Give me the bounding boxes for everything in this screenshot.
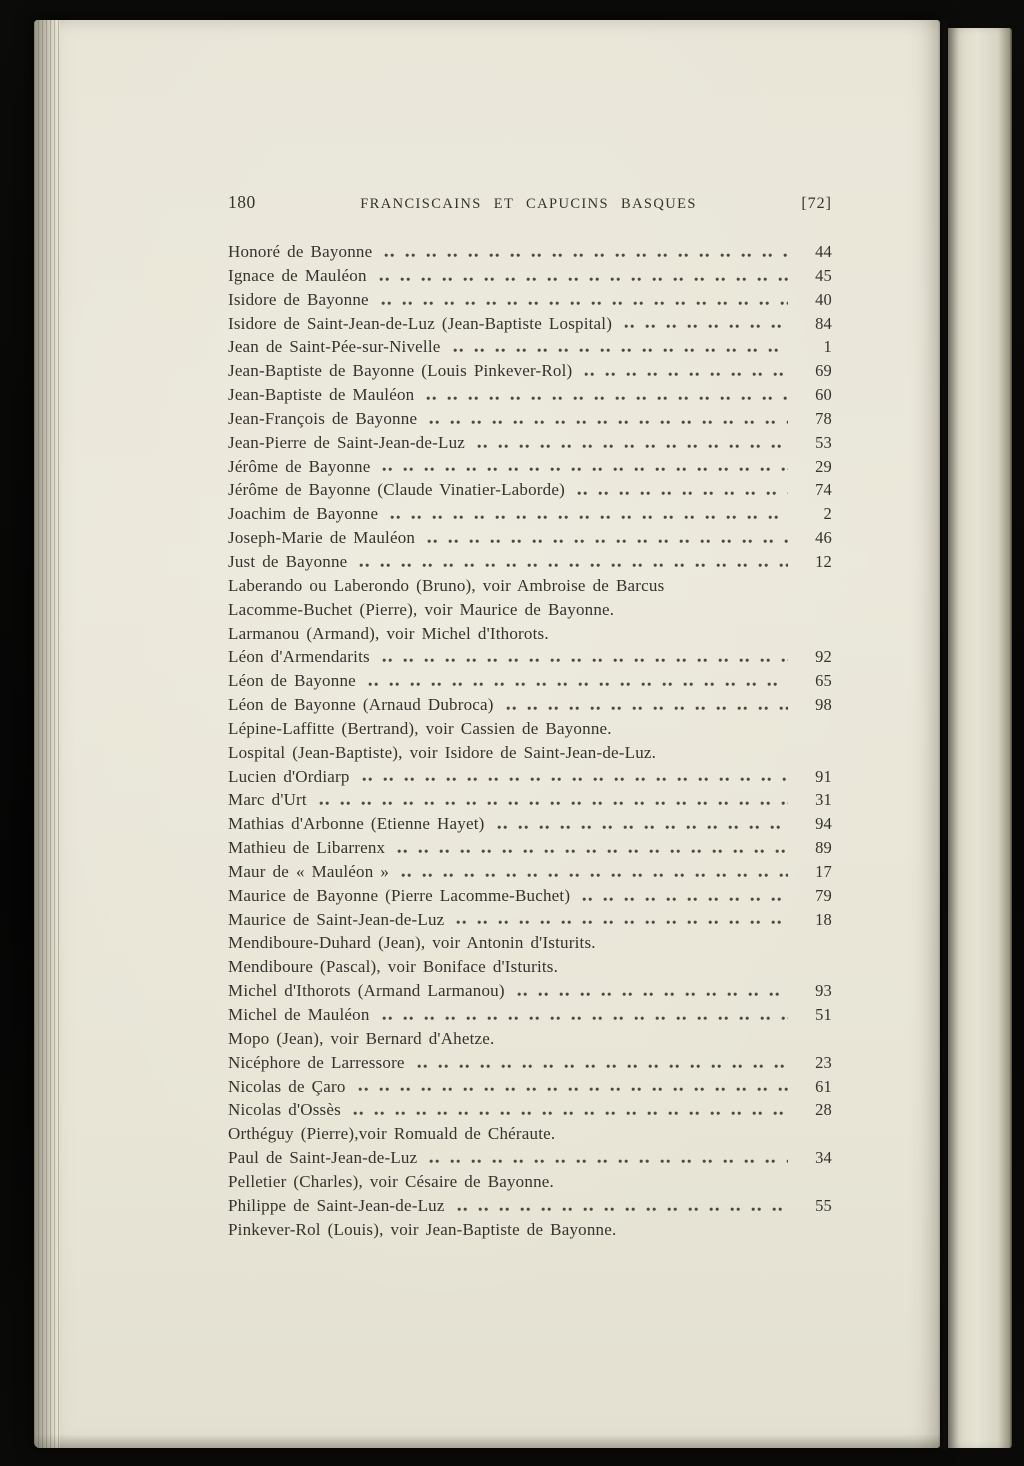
entry-page-ref: 61 (815, 1076, 832, 1096)
dot-leader (429, 420, 788, 426)
index-entry (228, 240, 832, 264)
index-entry (228, 955, 832, 979)
index-entry (228, 383, 832, 407)
entry-name: Laberando ou Laberondo (Bruno), voir Ambroise de Barcus (228, 575, 665, 595)
entry-name: Pelletier (Charles), voir Césaire de Bayonne. (228, 1171, 554, 1191)
entry-name: Mendiboure-Duhard (Jean), voir Antonin d'Isturits. (228, 933, 596, 953)
index-entry (228, 431, 832, 455)
entry-page-ref: 60 (815, 385, 832, 405)
entry-name: Léon de Bayonne (228, 671, 356, 691)
dot-leader (353, 1111, 788, 1117)
index-entry (228, 1051, 832, 1075)
entry-page-ref: 78 (815, 408, 832, 428)
entry-name: Philippe de Saint-Jean-de-Luz (228, 1195, 445, 1215)
index-entry (228, 1170, 832, 1194)
index-entry (228, 1218, 832, 1242)
entry-name: Lospital (Jean-Baptiste), voir Isidore de Saint-Jean-de-Luz. (228, 742, 657, 762)
index-entry (228, 407, 832, 431)
entry-page-ref: 34 (815, 1148, 832, 1168)
dot-leader (381, 301, 788, 307)
entry-page-ref: 55 (815, 1195, 832, 1215)
dot-leader (382, 467, 788, 473)
entry-name: Orthéguy (Pierre),voir Romuald de Chéraute. (228, 1124, 556, 1144)
index-entry (228, 693, 832, 717)
dot-leader (379, 277, 788, 283)
entry-name: Lépine-Laffitte (Bertrand), voir Cassien de Bayonne. (228, 718, 612, 738)
entry-page-ref: 65 (815, 671, 832, 691)
dot-leader (477, 444, 788, 450)
index-entry (228, 264, 832, 288)
index-entry (228, 478, 832, 502)
dot-leader (368, 682, 788, 688)
dot-leader (427, 539, 788, 545)
index-entry (228, 908, 832, 932)
index-entry (228, 812, 832, 836)
entry-page-ref: 29 (815, 456, 832, 476)
page-stack-edges (34, 20, 60, 1448)
entry-name: Jean de Saint-Pée-sur-Nivelle (228, 337, 441, 357)
entry-name: Joachim de Bayonne (228, 504, 379, 524)
dot-leader (401, 873, 788, 879)
index-entry (228, 312, 832, 336)
entry-name: Léon de Bayonne (Arnaud Dubroca) (228, 695, 494, 715)
entry-page-ref: 45 (815, 265, 832, 285)
entry-page-ref: 17 (815, 861, 832, 881)
index-entry (228, 335, 832, 359)
dot-leader (417, 1064, 788, 1070)
entry-page-ref: 89 (815, 838, 832, 858)
entry-name: Michel d'Ithorots (Armand Larmanou) (228, 981, 505, 1001)
index-entry (228, 741, 832, 765)
index-entry (228, 836, 832, 860)
entry-page-ref: 28 (815, 1100, 832, 1120)
dot-leader (319, 801, 788, 807)
entry-page-ref: 23 (815, 1052, 832, 1072)
entry-page-ref: 79 (815, 885, 832, 905)
page-number: 180 (228, 192, 256, 212)
dot-leader (577, 491, 788, 497)
page-header (228, 192, 832, 213)
index-entry (228, 645, 832, 669)
entry-name: Lucien d'Ordiarp (228, 766, 350, 786)
entry-name: Honoré de Bayonne (228, 242, 373, 261)
index-list (228, 240, 832, 1241)
index-entry (228, 669, 832, 693)
entry-name: Maurice de Bayonne (Pierre Lacomme-Buchet) (228, 885, 571, 905)
index-entry (228, 455, 832, 479)
entry-name: Jean-Baptiste de Bayonne (Louis Pinkever-Rol) (228, 361, 573, 381)
index-entry (228, 979, 832, 1003)
dot-leader (382, 658, 788, 664)
entry-page-ref: 18 (815, 909, 832, 929)
entry-name: Jérôme de Bayonne (228, 456, 371, 476)
index-entry (228, 860, 832, 884)
entry-name: Jean-François de Bayonne (228, 408, 418, 428)
entry-name: Mathias d'Arbonne (Etienne Hayet) (228, 814, 485, 834)
entry-page-ref: 40 (815, 289, 832, 309)
entry-name: Pinkever-Rol (Louis), voir Jean-Baptiste de Bayonne. (228, 1219, 617, 1239)
facing-page-edge (948, 28, 1012, 1448)
dot-leader (457, 1207, 788, 1213)
entry-name: Isidore de Bayonne (228, 289, 369, 309)
dot-leader (384, 253, 788, 259)
index-entry (228, 717, 832, 741)
running-title: FRANCISCAINS ET CAPUCINS BASQUES (360, 196, 697, 212)
dot-leader (426, 396, 788, 402)
entry-page-ref: 98 (815, 695, 832, 715)
index-entry (228, 1003, 832, 1027)
entry-name: Isidore de Saint-Jean-de-Luz (Jean-Baptiste Lospital) (228, 313, 613, 333)
entry-name: Jean-Pierre de Saint-Jean-de-Luz (228, 432, 466, 452)
entry-name: Just de Bayonne (228, 551, 348, 571)
index-entry (228, 359, 832, 383)
entry-page-ref: 46 (815, 528, 832, 548)
dot-leader (382, 1016, 788, 1022)
index-entry (228, 526, 832, 550)
entry-page-ref: 12 (815, 551, 832, 571)
index-entry (228, 598, 832, 622)
page-content (228, 192, 832, 1241)
entry-name: Paul de Saint-Jean-de-Luz (228, 1148, 418, 1168)
dot-leader (584, 372, 788, 378)
dot-leader (456, 920, 788, 926)
folio-number: [72] (801, 195, 832, 212)
index-entry (228, 884, 832, 908)
entry-page-ref: 51 (815, 1005, 832, 1024)
entry-name: Mopo (Jean), voir Bernard d'Ahetze. (228, 1028, 495, 1048)
dot-leader (362, 777, 788, 783)
index-entry (228, 622, 832, 646)
index-entry (228, 550, 832, 574)
index-entry (228, 765, 832, 789)
entry-page-ref: 94 (815, 814, 832, 834)
entry-page-ref: 91 (815, 766, 832, 786)
entry-page-ref: 53 (815, 432, 832, 452)
entry-name: Mendiboure (Pascal), voir Boniface d'Isturits. (228, 957, 559, 977)
entry-name: Ignace de Mauléon (228, 265, 367, 285)
entry-name: Nicéphore de Larressore (228, 1052, 405, 1072)
page-bottom-edge (34, 1434, 940, 1448)
dot-leader (517, 992, 788, 998)
entry-page-ref: 1 (823, 337, 832, 357)
dot-leader (390, 515, 788, 521)
entry-page-ref: 31 (815, 790, 832, 810)
index-entry (228, 1075, 832, 1099)
index-entry (228, 788, 832, 812)
entry-name: Nicolas d'Ossès (228, 1100, 341, 1120)
dot-leader (397, 849, 788, 855)
dot-leader (497, 825, 789, 831)
dot-leader (624, 324, 788, 330)
index-entry (228, 1146, 832, 1170)
index-entry (228, 288, 832, 312)
index-entry (228, 1122, 832, 1146)
book-page (34, 20, 940, 1448)
entry-name: Nicolas de Çaro (228, 1076, 346, 1096)
entry-page-ref: 69 (815, 361, 832, 381)
entry-page-ref: 74 (815, 480, 832, 500)
entry-name: Lacomme-Buchet (Pierre), voir Maurice de Bayonne. (228, 599, 615, 619)
index-entry (228, 1027, 832, 1051)
dot-leader (359, 563, 788, 569)
entry-page-ref: 93 (815, 981, 832, 1001)
entry-name: Jean-Baptiste de Mauléon (228, 385, 415, 405)
index-entry (228, 1194, 832, 1218)
entry-name: Léon d'Armendarits (228, 647, 370, 667)
index-entry (228, 502, 832, 526)
entry-name: Joseph-Marie de Mauléon (228, 528, 416, 548)
entry-name: Michel de Mauléon (228, 1005, 370, 1024)
entry-page-ref: 84 (815, 313, 832, 333)
dot-leader (358, 1087, 788, 1093)
dot-leader (582, 897, 788, 903)
entry-name: Maur de « Mauléon » (228, 861, 390, 881)
entry-name: Jérôme de Bayonne (Claude Vinatier-Laborde) (228, 480, 565, 500)
entry-name: Larmanou (Armand), voir Michel d'Ithorots. (228, 623, 549, 643)
entry-name: Marc d'Urt (228, 790, 307, 810)
index-entry (228, 1098, 832, 1122)
entry-name: Maurice de Saint-Jean-de-Luz (228, 909, 445, 929)
index-entry (228, 574, 832, 598)
entry-page-ref: 2 (823, 504, 832, 524)
dot-leader (453, 348, 788, 354)
dot-leader (429, 1159, 788, 1165)
entry-page-ref: 92 (815, 647, 832, 667)
index-entry (228, 931, 832, 955)
dot-leader (506, 706, 788, 712)
entry-page-ref: 44 (815, 242, 832, 261)
entry-name: Mathieu de Libarrenx (228, 838, 386, 858)
